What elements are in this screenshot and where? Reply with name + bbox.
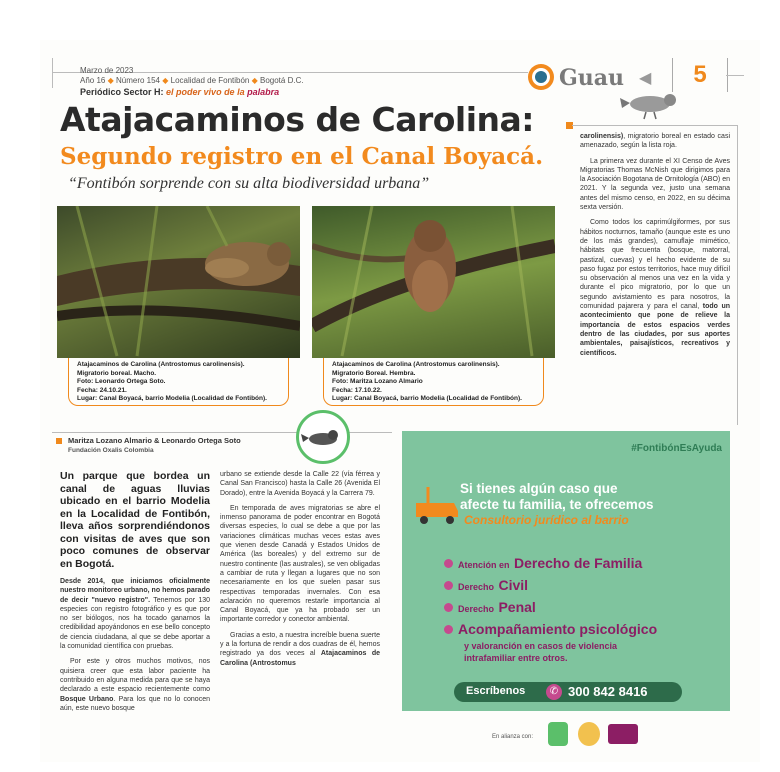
article-subtitle: Segundo registro en el Canal Boyacá. bbox=[60, 143, 544, 170]
col2-paragraph-2: En temporada de aves migratorias se abre el inmenso panorama de poder encontrar en Bogotá diversas especies, lo cual se debe a que por las variaciones climáticas muchas veces estas aves que vienen desde Canadá y Estados Unidos de América (las boreales) y del extremo sur de nuestro continente (las australes), se ven obligadas a cambiar de ruta y llegan a lugares que no son necesariamente en los que suelen pasar sus respectivas temporadas invernales. Con esa aclaración no queremos restarle importancia al Canal Boyacá, que ya ha probado ser un importante corredor y conector ambiental. bbox=[220, 504, 380, 624]
article-column-3 bbox=[580, 132, 730, 364]
ad-item-psychology: Acompañamiento psicológico bbox=[444, 621, 657, 639]
contact-label: Escríbenos bbox=[466, 685, 526, 697]
speaker-icon: ◀ bbox=[639, 70, 652, 87]
photo-male-nightjar bbox=[57, 206, 300, 358]
col1-paragraph-1: Desde 2014, que iniciamos oficialmente nuestro monitoreo urbano, no hemos parado de decir "nuevo registro". Tenemos por 130 especies con registro fotográfico y es que por no ser biólogos, nos ha tocado ganarnos la credibilidad apoyándonos en ese bello concepto de ciencia ciudadana, al que se debe aportar a la comunidad científica con pruebas. bbox=[60, 578, 210, 651]
article-column-2 bbox=[220, 470, 380, 674]
col3-paragraph-1: La primera vez durante el XI Censo de Aves Migratorias Thomas McNish que dirigimos para la Asociación Bogotana de Ornitología (ABO) en 2021. Y la segunda vez, justo una semana antes del mismo censo, en 2022, en su décima sexta versión. bbox=[580, 157, 730, 212]
ad-item-family-law: Atención en Derecho de Familia bbox=[444, 555, 642, 573]
ad-sub-line-2: intrafamiliar entre otros. bbox=[464, 653, 568, 663]
section-logo-icon bbox=[528, 64, 554, 90]
ad-service: Consultorio jurídico al barrio bbox=[464, 513, 629, 527]
article-title: Atajacaminos de Carolina: bbox=[60, 100, 534, 139]
page-number: 5 bbox=[693, 61, 707, 88]
article-quote: “Fontibón sorprende con su alta biodiversidad urbana” bbox=[68, 175, 430, 192]
contact-bar bbox=[454, 682, 682, 702]
caption-photo-2: Atajacaminos de Carolina (Antrostomus carolinensis). Migratorio Boreal. Hembra. Foto: Maritza Lozano Almario Fecha: 17.10.22. Lugar: Canal Boyacá, barrio Modelia (Localidad de Fontibón). bbox=[323, 358, 544, 406]
issue-date: Marzo de 2023 bbox=[80, 66, 134, 75]
bullet-icon bbox=[444, 581, 453, 590]
col3-rule-right bbox=[737, 125, 738, 425]
header-rule-right bbox=[726, 75, 744, 76]
slogan: Periódico Sector H: el poder vivo de la palabra bbox=[80, 87, 280, 97]
col3-rule bbox=[572, 125, 737, 126]
whatsapp-icon: ✆ bbox=[546, 684, 562, 700]
article-lead: Un parque que bordea un canal de aguas lluvias ubicado en el barrio Modelia en la Localidad de Fontibón, lleva años sorprendiéndonos con visitas de aves que son poco comunes de observar en Bogotá. bbox=[60, 470, 210, 570]
article-column-1 bbox=[60, 470, 210, 719]
bullet-icon bbox=[444, 559, 453, 568]
byline-organization: Fundación Oxalis Colombia bbox=[68, 447, 154, 454]
section-name: Guau bbox=[559, 65, 625, 91]
col2-paragraph-3: Gracias a esto, a nuestra increíble buena suerte y a la fortuna de rendir a dos cuadras de él, hemos registrado ya dos veces al Atajacaminos de Carolina (Antrostomus bbox=[220, 631, 380, 667]
partners-label: En alianza con: bbox=[492, 734, 534, 740]
col3-paragraph-0: carolinensis), migratorio boreal en estado casi amenazado, según la lista roja. bbox=[580, 133, 730, 150]
partner-logo-3-icon bbox=[608, 724, 638, 744]
page-number-box bbox=[672, 58, 728, 92]
bullet-icon bbox=[444, 625, 453, 634]
caption-photo-1: Atajacaminos de Carolina (Antrostomus carolinensis). Migratorio boreal. Macho. Foto: Leonardo Ortega Soto. Fecha: 24.10.21. Lugar: Canal Boyacá, barrio Modelia (Localidad de Fontibón). bbox=[68, 358, 289, 406]
ad-item-criminal-law: Derecho Penal bbox=[444, 599, 536, 617]
truck-icon bbox=[414, 483, 460, 527]
phone-number[interactable]: 300 842 8416 bbox=[568, 684, 648, 699]
ad-sub-line-1: y valoranción en casos de violencia bbox=[464, 641, 618, 651]
col1-paragraph-2: Por este y otros muchos motivos, nos quisiera creer que esta labor paciente ha contribuido en alguna medida para que se haya declarado a este espacio recientemente como Bosque Urbano. Para los que no lo conocen aún, este nuevo bosque bbox=[60, 658, 210, 712]
ad-headline: Si tienes algún caso que afecte tu familia, te ofrecemos bbox=[460, 481, 654, 512]
partner-logo-2-icon bbox=[578, 722, 600, 746]
bird-badge-icon bbox=[296, 410, 350, 464]
col3-paragraph-2: Como todos los caprimúlgiformes, por sus hábitos nocturnos, tamaño (aunque este es uno de los más grandes), camuflaje mimético, hábitats que frecuenta (bosque, matorral, pastizal, cuevas) y el hecho evidente de su paso fugaz por estos territorios, hace muy difícil su observación al menos una vez en la vida y durante el pico migratorio, por lo que un segundo avistamiento es para nosotros, la comunidad pajarera y para el canal, todo un acontecimiento que pone de relieve la importancia de estos espacios verdes dentro de las ciudades, por sus aportes ambientales, paisajísticos, recreativos y científicos. bbox=[580, 219, 731, 357]
partner-logo-1-icon bbox=[548, 722, 568, 746]
header-rule-left bbox=[52, 58, 53, 88]
partner-logos bbox=[402, 716, 730, 756]
issue-info: Año 16 ◆ Número 154 ◆ Localidad de Fontibón ◆ Bogotá D.C. bbox=[80, 76, 304, 85]
byline-marker bbox=[56, 438, 62, 444]
ad-item-civil-law: Derecho Civil bbox=[444, 577, 528, 595]
photo-female-nightjar bbox=[312, 206, 555, 358]
byline-authors: Maritza Lozano Almario & Leonardo Ortega Soto bbox=[68, 436, 241, 445]
bird-illustration-icon bbox=[620, 88, 682, 120]
col2-paragraph-1: urbano se extiende desde la Calle 22 (vía férrea y Canal San Francisco) hasta la Calle 26 (Avenida El Dorado), entre la Avenida Boyacá y la Carrera 79. bbox=[220, 471, 380, 497]
legal-aid-advertisement bbox=[402, 431, 730, 711]
bullet-icon bbox=[444, 603, 453, 612]
ad-hashtag: #FontibónEsAyuda bbox=[631, 443, 722, 454]
